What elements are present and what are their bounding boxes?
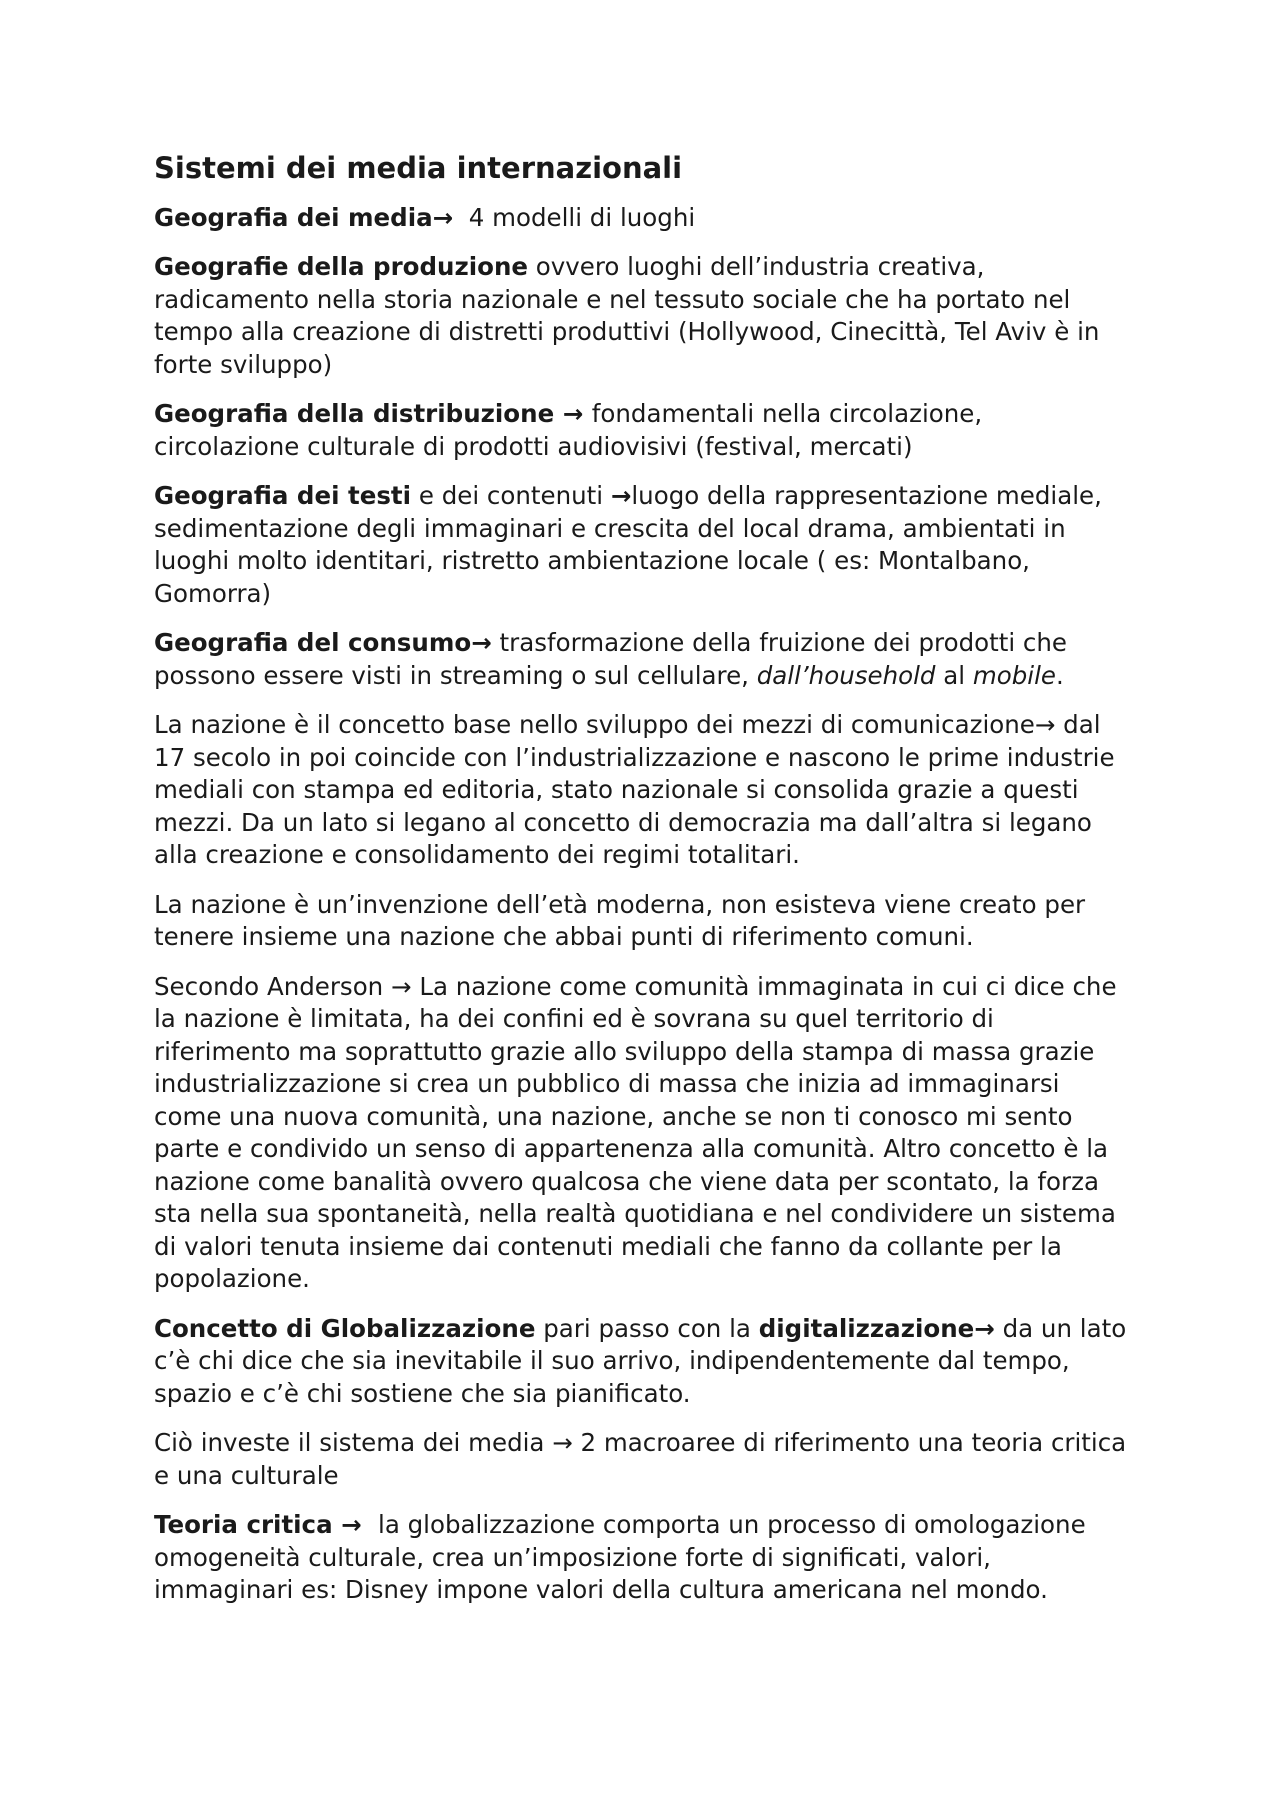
arrow-icon: → (432, 202, 454, 232)
heading-globalizzazione: Concetto di Globalizzazione (154, 1313, 536, 1343)
paragraph-anderson: Secondo Anderson → La nazione come comunità immaginata in cui ci dice che la nazione è limitata, ha dei confini ed è sovrana su quel territorio di riferimento ma soprattutto grazie allo sviluppo della stampa di massa grazie industrializzazione si crea un pubblico di massa che inizia ad immaginarsi come una nuova comunità, una nazione, anche se non ti conosco mi sento parte e condivido un senso di appartenenza alla comunità. Altro concetto è la nazione come banalità ovvero qualcosa che viene data per scontato, la forza sta nella sua spontaneità, nella realtà quotidiana e nel condividere un sistema di valori tenuta insieme dai contenuti mediali che fanno da collante per la popolazione. (154, 971, 1117, 1294)
paragraph-text: al (935, 660, 973, 690)
heading-teoria-critica: Teoria critica (154, 1510, 333, 1540)
paragraph-globalizzazione (154, 1313, 1134, 1411)
arrow-icon: → (610, 481, 632, 511)
heading-distribuzione: Geografia della distribuzione (154, 399, 555, 429)
paragraph-nazione: La nazione è il concetto base nello sviluppo dei mezzi di comunicazione→ dal 17 secolo in poi coincide con l’industrializzazione e nascono le prime industrie mediali con stampa ed editoria, stato nazionale si consolida grazie a questi mezzi. Da un lato si legano al concetto di democrazia ma dall’altra si legano alla creazione e consolidamento dei regimi totalitari. (154, 710, 1115, 870)
paragraph-produzione (154, 251, 1134, 381)
paragraph-text: ovvero luoghi dell’industria creativa, radicamento nella storia nazionale e nel tessuto sociale che ha portato nel tempo alla creazione di distretti produttivi (Hollywood, Cinecittà, Tel Aviv è in forte sviluppo) (154, 252, 1100, 379)
arrow-icon: → (554, 399, 592, 429)
heading-produzione: Geografie della produzione (154, 252, 529, 282)
paragraph-text: trasformazione della fruizione dei prodotti che possono essere visti in streaming o sul cellulare, (154, 628, 1067, 690)
paragraph-text: e dei contenuti (411, 481, 611, 511)
arrow-icon: → (974, 1313, 995, 1343)
paragraph-invenzione: La nazione è un’invenzione dell’età moderna, non esisteva viene creato per tenere insieme una nazione che abbai punti di riferimento comuni. (154, 889, 1086, 952)
heading-consumo: Geografia del consumo (154, 628, 472, 658)
paragraph-text: . (1055, 660, 1064, 690)
paragraph-text: luogo della rappresentazione mediale, sedimentazione degli immaginari e crescita del local drama, ambientati in luoghi molto identitari, ristretto ambientazione locale ( es: Montalbano, Gomorra) (154, 481, 1102, 608)
heading-geografia-media: Geografia dei media (154, 202, 433, 232)
italic-term: mobile (972, 660, 1056, 690)
heading-testi: Geografia dei testi (154, 481, 412, 511)
arrow-icon: → (332, 1510, 371, 1540)
paragraph-text: 4 modelli di luoghi (453, 202, 696, 232)
paragraph-teoria-critica (154, 1509, 1134, 1607)
paragraph-geografia-media (154, 202, 1134, 235)
paragraph-text: da un lato c’è chi dice che sia inevitabile il suo arrivo, indipendentemente dal tempo, spazio e c’è chi sostiene che sia pianificato. (154, 1313, 1127, 1408)
paragraph-text: pari passo con la (535, 1313, 759, 1343)
document-title: Sistemi dei media internazionali (154, 151, 683, 185)
paragraph-macroaree: Ciò investe il sistema dei media → 2 macroaree di riferimento una teoria critica e una culturale (154, 1428, 1127, 1490)
paragraph-distribuzione (154, 398, 1134, 463)
paragraph-consumo (154, 627, 1134, 692)
italic-term: dall’household (756, 660, 936, 690)
heading-digitalizzazione: digitalizzazione (758, 1313, 975, 1343)
paragraph-text: la globalizzazione comporta un processo di omologazione omogeneità culturale, crea un’imposizione forte di significati, valori, immaginari es: Disney impone valori della cultura americana nel mondo. (154, 1510, 1086, 1605)
arrow-icon: → (471, 628, 492, 658)
paragraph-text: fondamentali nella circolazione, circolazione culturale di prodotti audiovisivi (festival, mercati) (154, 399, 983, 461)
paragraph-testi (154, 480, 1134, 610)
document-page (154, 150, 1134, 1624)
